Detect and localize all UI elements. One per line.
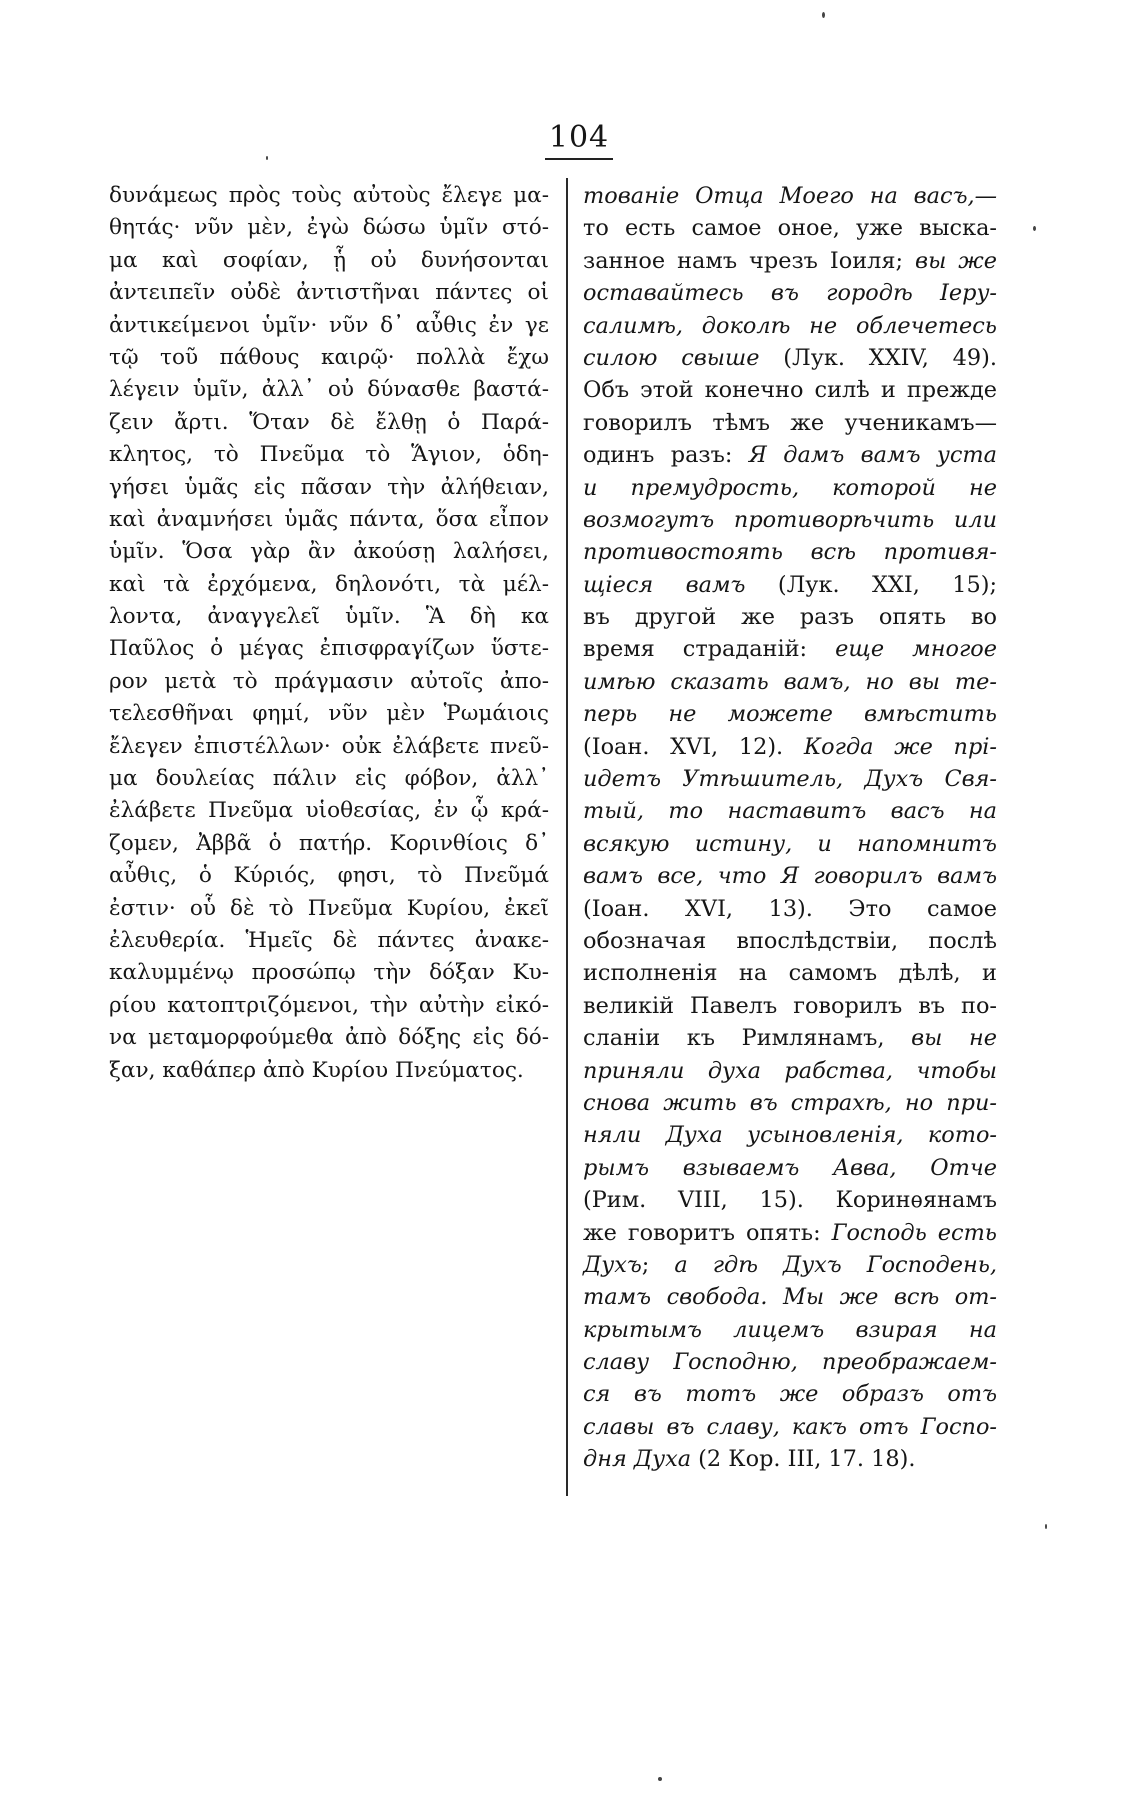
text-line xyxy=(583,1346,997,1378)
italic-text: крытымъ лицемъ взирая на xyxy=(583,1316,997,1343)
text-line xyxy=(583,925,997,957)
text-line xyxy=(109,698,549,730)
text-line xyxy=(109,666,549,698)
italic-text: имѣю сказать вамъ, но вы те- xyxy=(583,668,997,695)
italic-text: всякую истину, и напомнитъ xyxy=(583,830,997,857)
print-speck xyxy=(1033,226,1036,231)
text-line xyxy=(109,1022,549,1054)
text-run: сланіи къ Римлянамъ, xyxy=(583,1025,912,1052)
text-line xyxy=(109,439,549,471)
text-line xyxy=(583,245,997,277)
text-line xyxy=(109,212,549,244)
text-run: же говоритъ опять: xyxy=(583,1219,832,1246)
text-run: говорилъ тѣмъ же ученикамъ— xyxy=(583,409,997,436)
print-speck xyxy=(658,1777,662,1781)
text-run: καὶ τὰ ἐρχόμενα, δηλονότι, τὰ μέλ- xyxy=(109,571,549,597)
italic-text: Я дамъ вамъ уста xyxy=(748,442,997,469)
page-number xyxy=(0,120,1140,160)
text-line xyxy=(583,860,997,892)
text-line xyxy=(583,504,997,536)
text-line xyxy=(583,1119,997,1151)
text-line xyxy=(109,990,549,1022)
text-run: να μεταμορφούμεθα ἀπὸ δόξης εἰς δό- xyxy=(109,1025,549,1051)
text-run: обозначая впослѣдствіи, послѣ xyxy=(583,927,997,954)
text-run: κλητος, τὸ Πνεῦμα τὸ Ἅγιον, ὁδη- xyxy=(109,442,549,468)
text-line xyxy=(583,633,997,665)
text-line xyxy=(109,1055,549,1087)
italic-text: щіеся вамъ xyxy=(583,571,746,598)
text-line xyxy=(583,342,997,374)
text-line xyxy=(109,569,549,601)
text-run: ὑμῖν. Ὅσα γὰρ ἂν ἀκούσῃ λαλήσει, xyxy=(109,539,549,565)
text-line xyxy=(583,1281,997,1313)
italic-text: снова жить въ страхѣ, но при- xyxy=(583,1089,997,1116)
text-line xyxy=(583,1378,997,1410)
text-run: ρον μετὰ τὸ πράγμασιν αὐτοῖς ἀπο- xyxy=(109,668,549,694)
text-run: ; xyxy=(641,1251,675,1278)
text-line xyxy=(583,1022,997,1054)
text-line xyxy=(583,698,997,730)
text-run: (Іоан. XVI, 12). xyxy=(583,733,804,760)
text-line xyxy=(583,1314,997,1346)
text-line xyxy=(583,1055,997,1087)
italic-text: славы въ славу, какъ отъ Госпо- xyxy=(583,1413,997,1440)
text-line xyxy=(109,277,549,309)
text-run: δυνάμεως πρὸς τοὺς αὐτοὺς ἔλεγε μα- xyxy=(109,183,549,208)
text-run: исполненія на самомъ дѣлѣ, и xyxy=(583,960,997,987)
text-line xyxy=(583,569,997,601)
text-run: λέγειν ὑμῖν, ἀλλ᾽ οὐ δύνασθε βαστά- xyxy=(109,377,549,403)
page-number-text: 104 xyxy=(545,120,613,160)
text-line xyxy=(583,893,997,925)
text-run: θητάς· νῦν μὲν, ἐγὼ δώσω ὑμῖν στό- xyxy=(109,215,549,241)
print-speck xyxy=(1045,1524,1047,1529)
italic-text: оставайтесь въ городѣ Іеру- xyxy=(583,280,997,307)
text-run: καλυμμένῳ προσώπῳ τὴν δόξαν Κυ- xyxy=(109,960,549,986)
text-line xyxy=(583,763,997,795)
text-line xyxy=(583,1087,997,1119)
italic-text: вы же xyxy=(915,247,997,274)
italic-text: приняли духа рабства, чтобы xyxy=(583,1057,997,1084)
text-line xyxy=(109,731,549,763)
text-run: ἔλεγεν ἐπιστέλλων· οὐκ ἐλάβετε πνεῦ- xyxy=(109,733,549,759)
text-line xyxy=(583,1152,997,1184)
italic-text: Духъ xyxy=(583,1251,642,1278)
text-line xyxy=(109,374,549,406)
italic-text: славу Господню, преображаем- xyxy=(583,1349,997,1376)
text-line xyxy=(583,180,997,212)
italic-text: возмогутъ противорѣчить или xyxy=(583,506,997,533)
text-run: ζειν ἄρτι. Ὅταν δὲ ἔλθῃ ὁ Παρά- xyxy=(109,409,549,435)
text-line xyxy=(583,601,997,633)
text-line xyxy=(583,1184,997,1216)
text-run: καὶ ἀναμνήσει ὑμᾶς πάντα, ὅσα εἶπον xyxy=(109,506,549,532)
text-line xyxy=(109,860,549,892)
text-run: (Рим. VIII, 15). Коринѳянамъ xyxy=(583,1187,997,1214)
greek-column xyxy=(109,180,549,1087)
text-line xyxy=(583,310,997,342)
italic-text: тый, то наставитъ васъ на xyxy=(583,798,997,825)
italic-text: вамъ все, что Я говорилъ вамъ xyxy=(583,863,997,890)
text-line xyxy=(583,212,997,244)
text-line xyxy=(583,439,997,471)
text-run: ἐλευθερία. Ἡμεῖς δὲ πάντες ἀνακε- xyxy=(109,927,549,953)
text-run: τελεσθῆναι φημί, νῦν μὲν Ῥωμάιοις xyxy=(109,701,549,727)
text-line xyxy=(109,957,549,989)
text-run: Объ этой конечно силѣ и прежде xyxy=(583,377,997,404)
italic-text: и премудрость, которой не xyxy=(583,474,997,501)
text-line xyxy=(109,601,549,633)
text-run: (Лук. XXI, 15); xyxy=(745,571,997,598)
text-line xyxy=(109,795,549,827)
text-run: ἀντειπεῖν οὐδὲ ἀντιστῆναι πάντες οἱ xyxy=(109,280,549,306)
text-run: ἐστιν· οὗ δὲ τὸ Πνεῦμα Κυρίου, ἐκεῖ xyxy=(109,895,549,921)
italic-text: тованіе Отца Моего на васъ,— xyxy=(583,183,997,209)
text-line xyxy=(109,342,549,374)
russian-column xyxy=(583,180,997,1476)
text-run: ἐλάβετε Πνεῦμα υἱοθεσίας, ἐν ᾧ κρά- xyxy=(109,798,549,824)
text-line xyxy=(583,1217,997,1249)
text-run: (2 Кор. III, 17. 18). xyxy=(691,1446,916,1473)
text-run: ἀντικείμενοι ὑμῖν· νῦν δ᾽ αὖθις ἐν γε xyxy=(109,312,549,338)
text-line xyxy=(583,277,997,309)
italic-text: еще многое xyxy=(835,636,997,663)
text-run: время страданій: xyxy=(583,636,836,663)
text-line xyxy=(583,472,997,504)
text-line xyxy=(109,633,549,665)
text-line xyxy=(583,828,997,860)
text-run: (Лук. XXIV, 49). xyxy=(759,344,998,371)
text-line xyxy=(109,472,549,504)
italic-text: перь не можете вмѣстить xyxy=(583,701,997,728)
text-run: τῷ τοῦ πάθους καιρῷ· πολλὰ ἔχω xyxy=(109,344,549,370)
text-line xyxy=(583,1411,997,1443)
text-run: ρίου κατοπτριζόμενοι, τὴν αὐτὴν εἰκό- xyxy=(109,992,549,1018)
text-run: Παῦλος ὁ μέγας ἐπισφραγίζων ὕστε- xyxy=(109,636,549,662)
italic-text: рымъ взываемъ Авва, Отче xyxy=(583,1154,997,1181)
text-line xyxy=(109,504,549,536)
text-line xyxy=(109,407,549,439)
italic-text: няли Духа усыновленія, кото- xyxy=(583,1122,997,1149)
text-line xyxy=(109,180,549,212)
text-run: ξαν, καθάπερ ἀπὸ Κυρίου Πνεύματος. xyxy=(109,1057,524,1083)
text-line xyxy=(583,666,997,698)
text-line xyxy=(109,763,549,795)
italic-text: противостоять всѣ противя- xyxy=(583,539,997,566)
text-run: одинъ разъ: xyxy=(583,442,749,469)
italic-text: Господь есть xyxy=(831,1219,997,1246)
text-run: μα δουλείας πάλιν εἰς φόβον, ἀλλ᾽ xyxy=(109,766,549,792)
text-run: то есть самое оное, уже выска- xyxy=(583,215,997,242)
text-run: (Іоан. XVI, 13). Это самое xyxy=(583,895,997,922)
italic-text: дня Духа xyxy=(583,1446,692,1473)
italic-text: салимѣ, доколѣ не облечетесь xyxy=(583,312,997,339)
text-run: ζομεν, Ἀββᾶ ὁ πατήρ. Κορινθίοις δ᾽ xyxy=(109,830,549,856)
italic-text: идетъ Утѣшитель, Духъ Свя- xyxy=(583,766,997,793)
italic-text: Когда же прі- xyxy=(803,733,998,760)
text-line xyxy=(583,536,997,568)
italic-text: тамъ свобода. Мы же всѣ от- xyxy=(583,1284,997,1311)
print-speck xyxy=(822,12,825,18)
text-line xyxy=(109,828,549,860)
text-run: въ другой же разъ опять во xyxy=(583,604,997,631)
text-line xyxy=(109,893,549,925)
text-line xyxy=(109,536,549,568)
text-line xyxy=(583,731,997,763)
text-line xyxy=(583,795,997,827)
italic-text: силою свыше xyxy=(583,344,760,371)
text-line xyxy=(583,990,997,1022)
text-line xyxy=(109,925,549,957)
text-line xyxy=(109,310,549,342)
text-line xyxy=(583,407,997,439)
text-line xyxy=(583,957,997,989)
text-line xyxy=(583,1249,997,1281)
text-run: αὖθις, ὁ Κύριός, φησι, τὸ Πνεῦμά xyxy=(109,863,549,889)
text-run: занное намъ чрезъ Іоиля; xyxy=(583,247,916,274)
text-line xyxy=(583,1443,997,1475)
print-speck xyxy=(266,156,268,160)
text-line xyxy=(583,374,997,406)
italic-text: ся въ тотъ же образъ отъ xyxy=(583,1381,997,1408)
text-run: γήσει ὑμᾶς εἰς πᾶσαν τὴν ἀλήθειαν, xyxy=(109,474,549,500)
italic-text: вы не xyxy=(911,1025,997,1052)
italic-text: а гдѣ Духъ Господень, xyxy=(674,1251,997,1278)
text-line xyxy=(109,245,549,277)
text-run: μα καὶ σοφίαν, ᾗ οὐ δυνήσονται xyxy=(109,247,549,273)
text-run: λοντα, ἀναγγελεῖ ὑμῖν. Ἃ δὴ κα xyxy=(109,604,549,630)
text-run: великій Павелъ говорилъ въ по- xyxy=(583,992,997,1019)
column-divider xyxy=(566,178,568,1496)
